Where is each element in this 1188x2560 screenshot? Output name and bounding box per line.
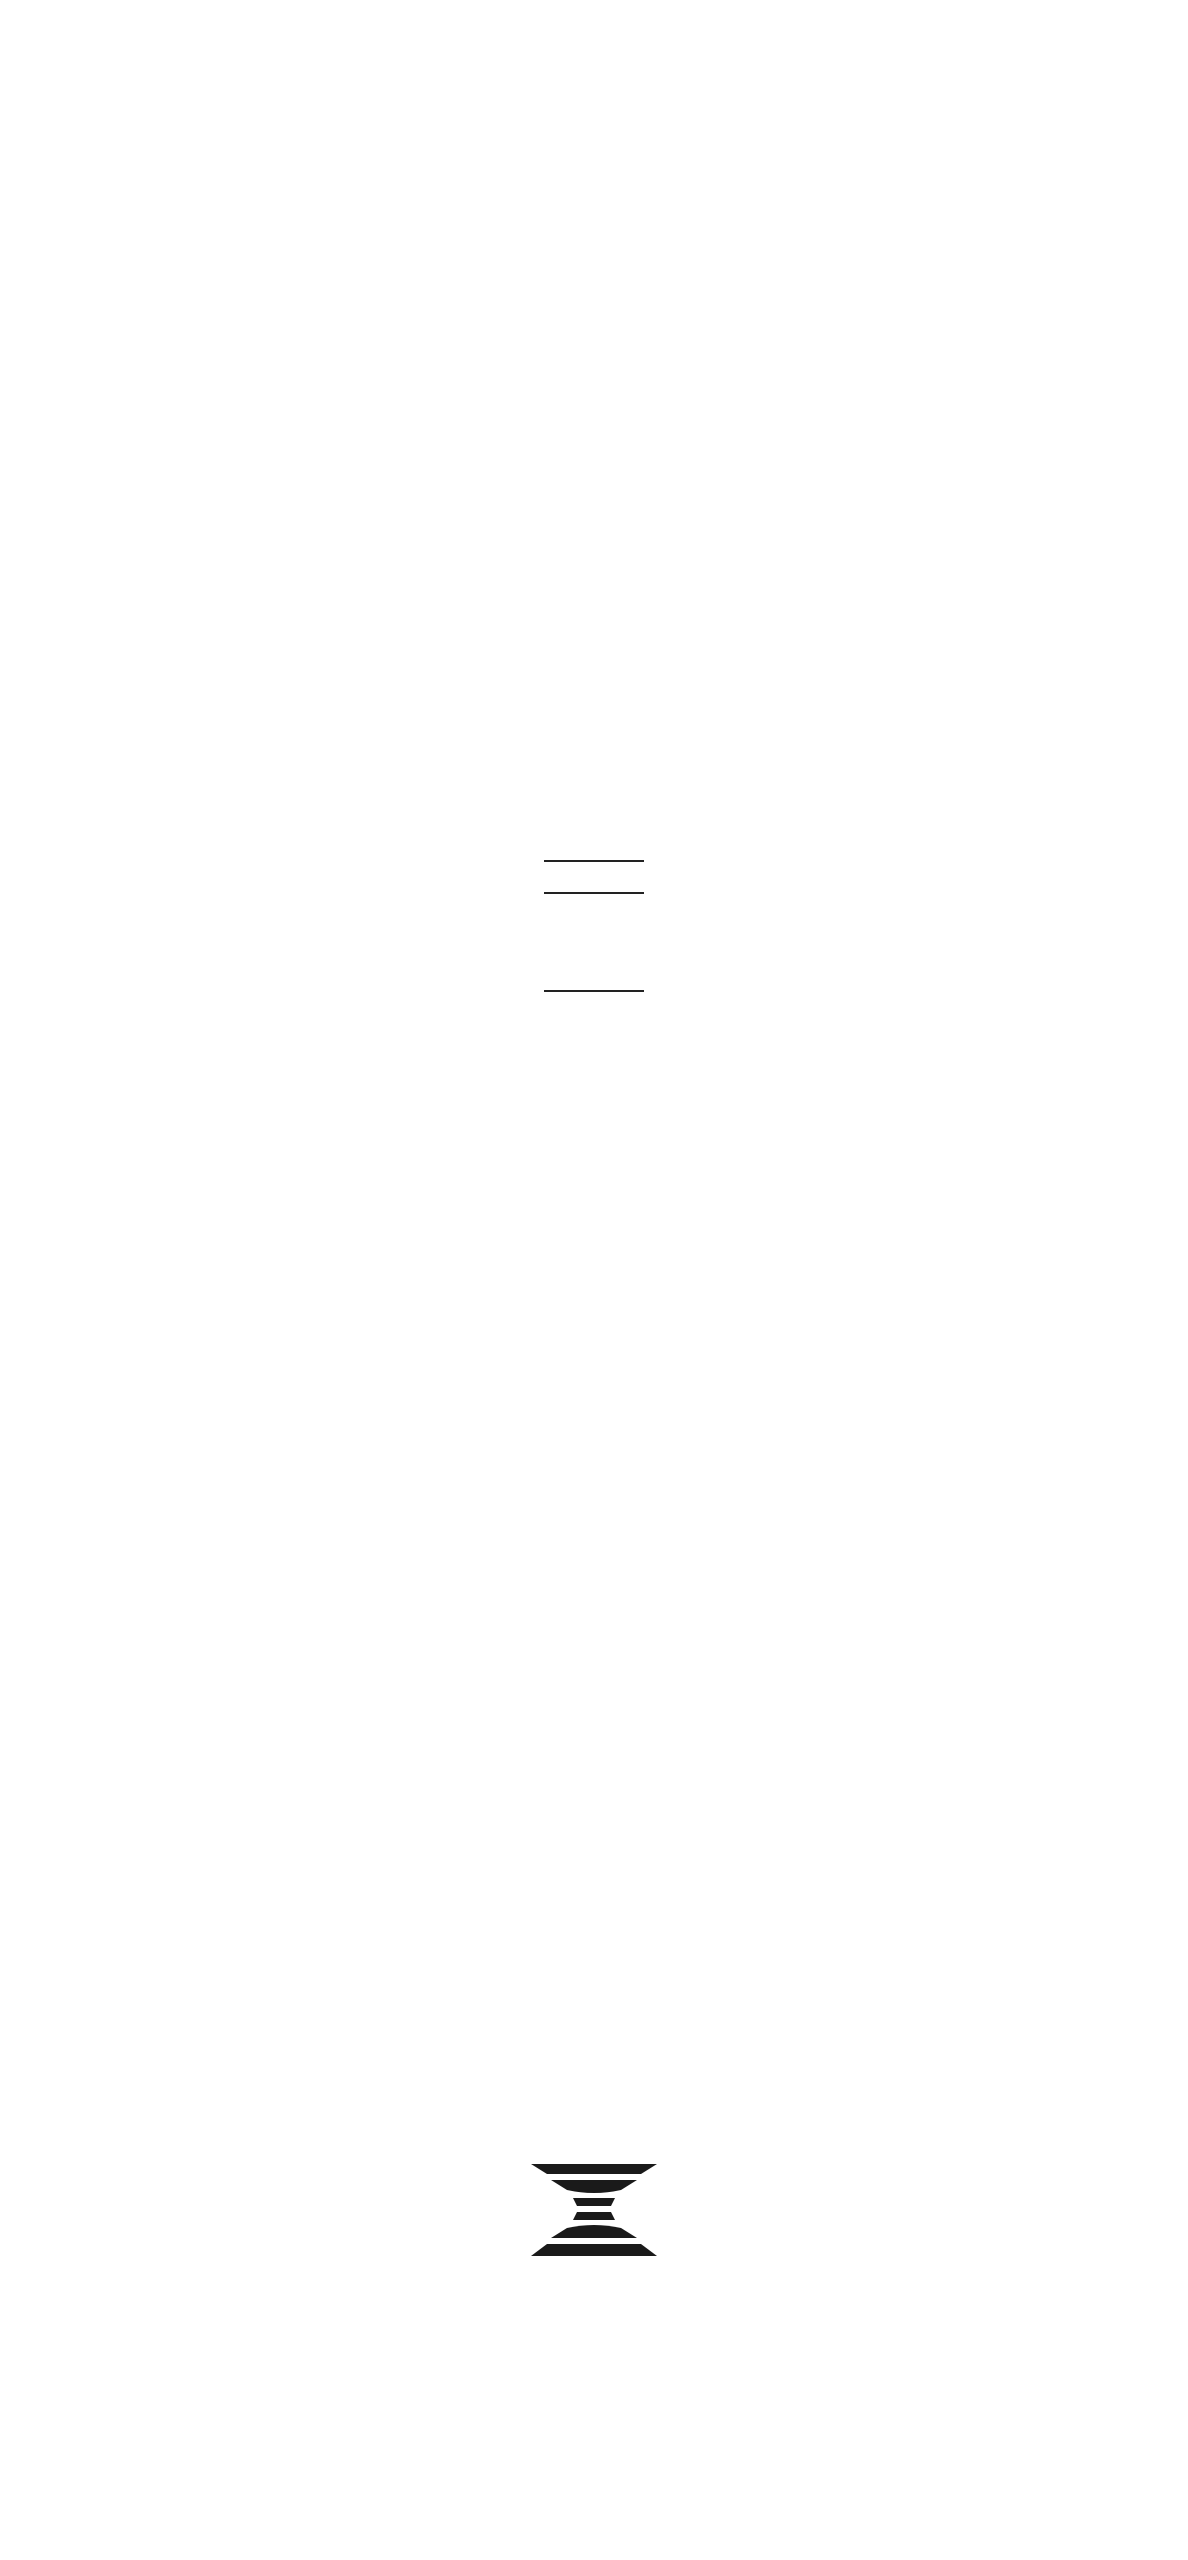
section-divider [544, 892, 644, 894]
menu-list [0, 830, 1188, 1020]
hearts-decoration-top-icon [600, 0, 1188, 600]
apani-emblem-icon [529, 2160, 659, 2260]
section-divider [544, 860, 644, 862]
apani-logo [494, 2160, 694, 2274]
section-divider [544, 990, 644, 992]
hearts-decoration-bottom-icon [0, 1940, 560, 2560]
